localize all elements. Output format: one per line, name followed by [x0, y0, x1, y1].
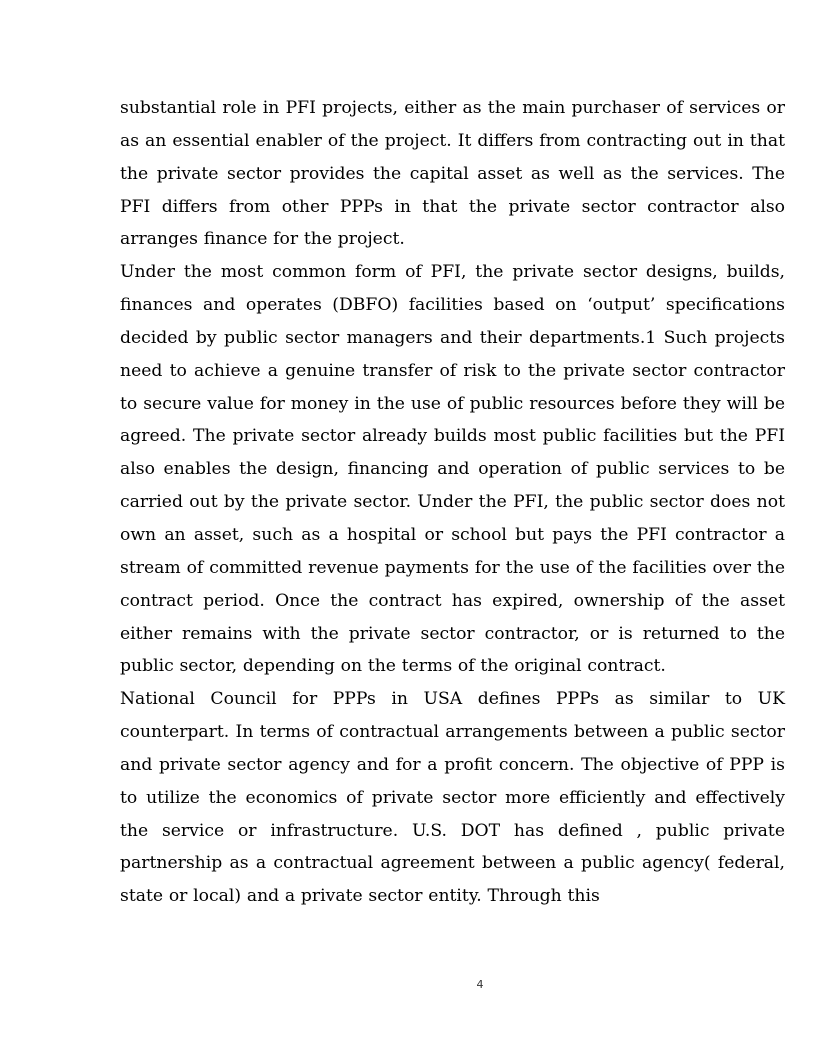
- document-body: [120, 92, 785, 913]
- page-number: 4: [476, 978, 484, 991]
- paragraph-dbfo: Under the most common form of PFI, the private sector designs, builds, finances and operates (DBFO) facilities based on ‘output’ specifications decided by public sector managers and their departments.1 Such projects need to achieve a genuine transfer of risk to the private sector contractor to secure value for money in the use of public resources before they will be agreed. The private sector already builds most public facilities but the PFI also enables the design, financing and operation of public services to be carried out by the private sector. Under the PFI, the public sector does not own an asset, such as a hospital or school but pays the PFI contractor a stream of committed revenue payments for the use of the facilities over the contract period. Once the contract has expired, ownership of the asset either remains with the private sector contractor, or is returned to the public sector, depending on the terms of the original contract.: [120, 262, 785, 677]
- paragraph-national-council: National Council for PPPs in USA defines PPPs as similar to UK counterpart. In terms of contractual arrangements between a public sector and private sector agency and for a profit concern. The objective of PPP is to utilize the economics of private sector more efficiently and effectively the service or infrastructure. U.S. DOT has defined , public private partnership as a contractual agreement between a public agency( federal, state or local) and a private sector entity. Through this: [120, 689, 785, 907]
- paragraph-pfi-role: substantial role in PFI projects, either as the main purchaser of services or as an essential enabler of the project. It differs from contracting out in that the private sector provides the capital asset as well as the services. The PFI differs from other PPPs in that the private sector contractor also arranges finance for the project.: [120, 98, 785, 250]
